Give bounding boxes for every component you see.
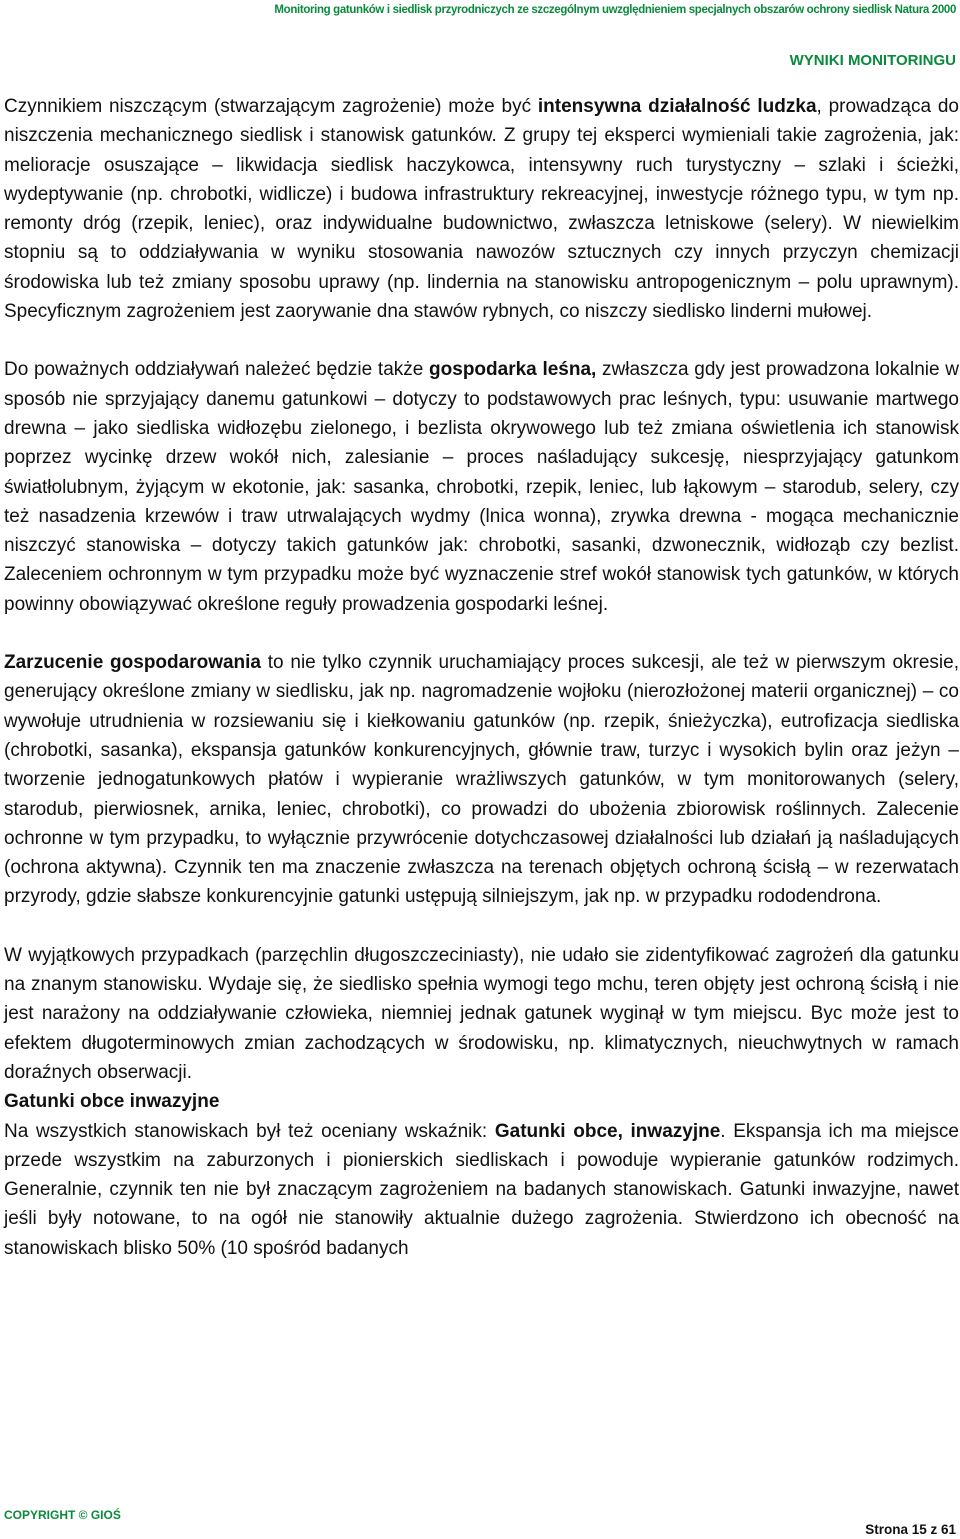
- paragraph-exceptional-cases: [4, 941, 959, 1087]
- paragraph-text: W wyjątkowych przypadkach (parzęchlin długoszczeciniasty), nie udało sie zidentyfikować zagrożeń dla gatunku na znanym stanowisku. Wydaje się, że siedlisko spełnia wymogi tego mchu, teren objęty jest ochroną ścisłą i nie jest narażony na oddziaływanie człowieka, niemniej jednak gatunek wyginął w tym miejscu. Byc może jest to efektem długoterminowych zmian zachodzących w środowisku, np. klimatycznych, nieuchwytnych w ramach doraźnych obserwacji.: [4, 944, 959, 1083]
- document-body: [4, 92, 959, 1263]
- section-heading-invasive-species: Gatunki obce inwazyjne: [4, 1091, 220, 1113]
- page-number: Strona 15 z 61: [865, 1522, 956, 1537]
- paragraph-text: to nie tylko czynnik uruchamiający proces sukcesji, ale też w pierwszym okresie, generujący określone zmiany w siedlisku, jak np. nagromadzenie wojłoku (nierozłożonej materii organicznej) – co wywołuje utrudnienia w rozsiewaniu się i kiełkowaniu gatunków (np. rzepik, śnieżyczka), eutrofizacja siedliska (chrobotki, sasanka), ekspansja gatunków konkurencyjnych, głównie traw, turzyc i wysokich bylin oraz jeżyn – tworzenie jednogatunkowych płatów i wypieranie wrażliwszych gatunków, w tym monitorowanych (selery, starodub, pierwiosnek, arnika, leniec, chrobotki), co prowadzi do ubożenia zbiorowisk roślinnych. Zalecenie ochronne w tym przypadku, to wyłącznie przywrócenie dotychczasowej działalności lub działań ją naśladujących (ochrona aktywna). Czynnik ten ma znaczenie zwłaszcza na terenach objętych ochroną ścisłą – w rezerwatach przyrody, gdzie słabsze konkurencyjnie gatunki ustępują silniejszym, jak np. w przypadku rododendrona.: [4, 652, 960, 908]
- paragraph-invasive-species: [4, 1117, 959, 1263]
- paragraph-forestry: [4, 355, 959, 619]
- paragraph-abandonment: [4, 648, 959, 912]
- section-label: WYNIKI MONITORINGU: [789, 52, 956, 69]
- paragraph-text: Na wszystkich stanowiskach był też oceniany wskaźnik:: [4, 1120, 495, 1142]
- paragraph-human-activity: [4, 92, 959, 326]
- paragraph-text: Do poważnych oddziaływań należeć będzie także: [4, 359, 430, 381]
- paragraph-text: zwłaszcza gdy jest prowadzona lokalnie w sposób nie sprzyjający danemu gatunkowi – dotyczy to podstawowych prac leśnych, typu: usuwanie martwego drewna – jako siedliska widłozębu zielonego, i bezlista okrywowego lub też zmiana oświetlenia ich stanowisk poprzez wycinkę drzew wokół nich, zalesianie – proces naśladujący sukcesję, niesprzyjający gatunkom światłolubnym, żyjącym w ekotonie, jak: sasanka, chrobotki, rzepik, leniec, lub łąkowym – starodub, selery, czy też nasadzenia krzewów i traw utrwalających wydmy (lnica wonna), zrywka drewna - mogąca mechanicznie niszczyć stanowiska – dotyczy takich gatunków jak: chrobotki, sasanki, dzwonecznik, widłoząb czy bezlist. Zaleceniem ochronnym w tym przypadku może być wyznaczenie stref wokół stanowisk tych gatunków, w których powinny obowiązywać określone reguły prowadzenia gospodarki leśnej.: [4, 359, 959, 615]
- bold-term: Zarzucenie gospodarowania: [4, 652, 261, 674]
- paragraph-text: . Ekspansja ich ma miejsce przede wszystkim na zaburzonych i pionierskich siedliskach i powoduje wypieranie gatunków rodzimych. Generalnie, czynnik ten nie był znaczącym zagrożeniem na badanych stanowiskach. Gatunki inwazyjne, nawet jeśli były notowane, to na ogół nie stanowiły aktualnie dużego zagrożenia. Stwierdzono ich obecność na stanowiskach blisko 50% (10 spośród badanych: [4, 1120, 959, 1259]
- footer-copyright: COPYRIGHT © GIOŚ: [4, 1508, 121, 1522]
- bold-term: gospodarka leśna,: [429, 359, 597, 381]
- bold-term: Gatunki obce, inwazyjne: [494, 1120, 721, 1142]
- bold-term: intensywna działalność ludzka: [537, 96, 817, 117]
- paragraph-text: , prowadząca do niszczenia mechanicznego siedlisk i stanowisk gatunków. Z grupy tej eksperci wymieniali takie zagrożenia, jak: melioracje osuszające – likwidacja siedlisk haczykowca, intensywny ruch turystyczny – szlaki i ścieżki, wydeptywanie (np. chrobotki, widlicze) i budowa infrastruktury rekreacyjnej, inwestycje różnego typu, w tym np. remonty dróg (rzepik, leniec), oraz indywidualne budownictwo, zwłaszcza letniskowe (selery). W niewielkim stopniu są to oddziaływania w wyniku stosowania nawozów sztucznych czy innych przyczyn chemizacji środowiska lub też zmiany sposobu uprawy (np. lindernia na stanowisku antropogenicznym – polu uprawnym). Specyficznym zagrożeniem jest zaorywanie dna stawów rybnych, co niszczy siedlisko linderni mułowej.: [4, 96, 959, 323]
- document-header-title: Monitoring gatunków i siedlisk przyrodniczych ze szczególnym uwzględnieniem specjalnych obszarów ochrony siedlisk Natura 2000: [274, 4, 956, 16]
- paragraph-text: Czynnikiem niszczącym (stwarzającym zagrożenie) może być: [4, 96, 538, 117]
